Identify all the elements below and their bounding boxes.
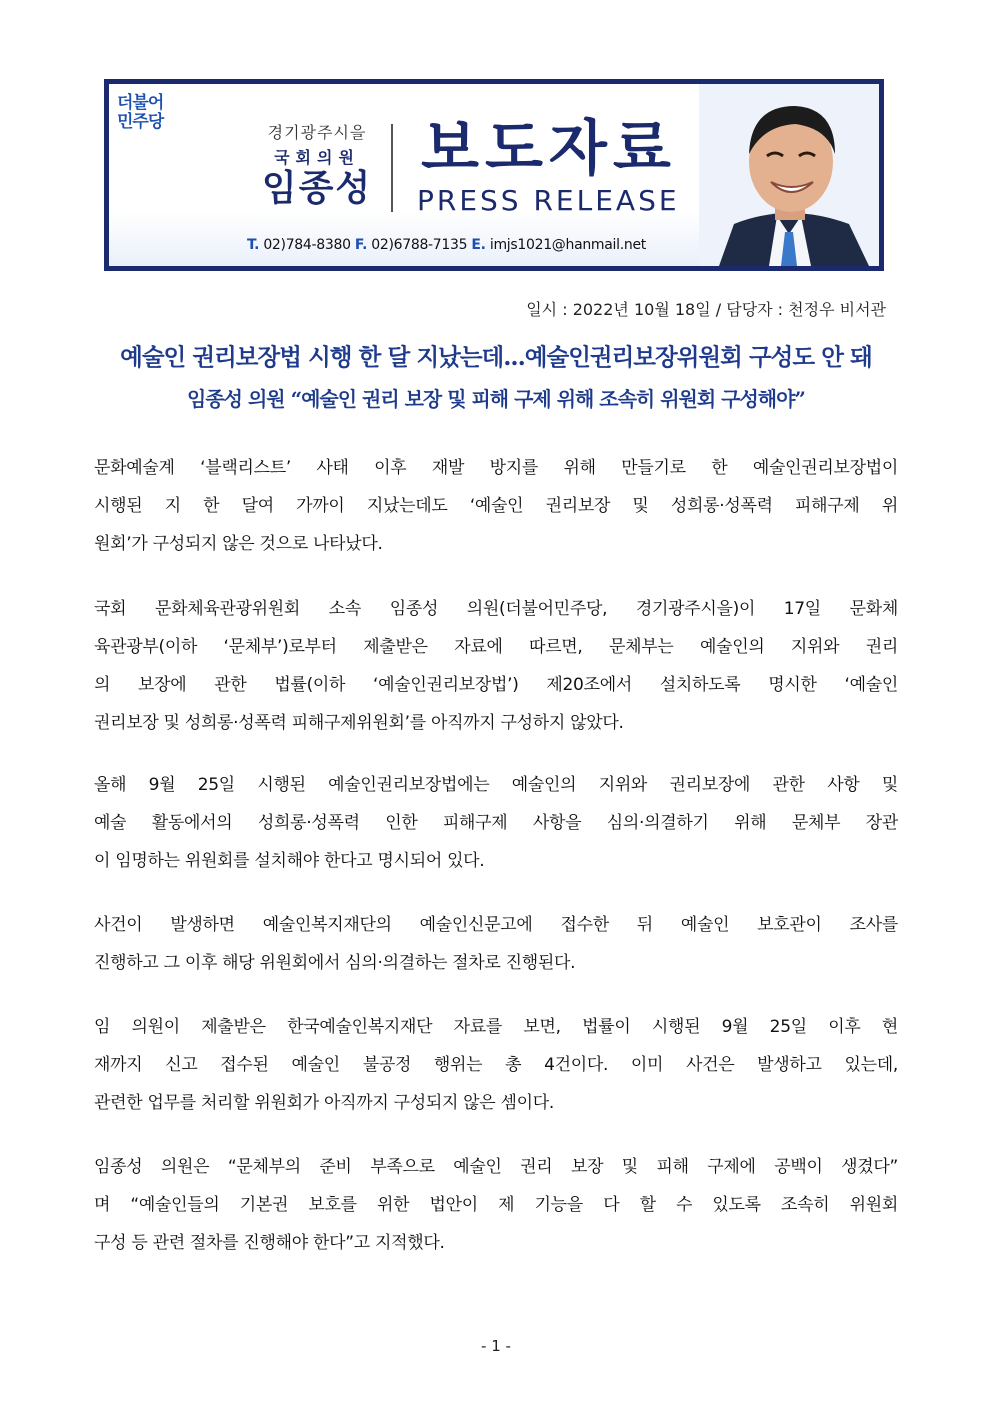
party-logo-line2: 민주당: [117, 112, 164, 132]
paragraph-line: 이 임명하는 위원회를 설치해야 한다고 명시되어 있다.: [94, 851, 485, 871]
subhead: 임종성 의원 “예술인 권리 보장 및 피해 구제 위해 조속히 위원회 구성해야”: [187, 387, 805, 411]
date-line: 일시 : 2022년 10월 18일 / 담당자 : 천정우 비서관: [526, 300, 886, 319]
paragraph-line: 재까지 신고 접수된 예술인 불공정 행위는 총 4건이다. 이미 사건은 발생하고 있는데,: [94, 1055, 898, 1075]
member-name: 임종성: [261, 168, 373, 209]
member-block: [247, 120, 387, 210]
paragraph-line: 구성 등 관련 절차를 진행해야 한다”고 지적했다.: [94, 1233, 445, 1253]
contact-info: [247, 237, 646, 253]
headline: 예술인 권리보장법 시행 한 달 지났는데...예술인권리보장위원회 구성도 안 돼: [120, 343, 872, 371]
paragraph-line: 임 의원이 제출받은 한국예술인복지재단 자료를 보면, 법률이 시행된 9월 25일 이후 현: [94, 1017, 898, 1037]
paragraph-line: 문화예술계 ‘블랙리스트’ 사태 이후 재발 방지를 위해 만들기로 한 예술인권리보장법이: [94, 458, 898, 478]
contact-email: imjs1021@hanmail.net: [489, 237, 646, 253]
paragraph: [94, 590, 898, 742]
paragraph: [94, 766, 898, 880]
paragraph: [94, 1008, 898, 1122]
paragraph-line: 시행된 지 한 달여 가까이 지났는데도 ‘예술인 권리보장 및 성희롱·성폭력 피해구제 위: [94, 496, 898, 516]
paragraph-line: 예술 활동에서의 성희롱·성폭력 인한 피해구제 사항을 심의·의결하기 위해 문체부 장관: [94, 813, 898, 833]
paragraph: [94, 449, 898, 563]
page-number: - 1 -: [481, 1337, 511, 1355]
paragraph-line: 진행하고 그 이후 해당 위원회에서 심의·의결하는 절차로 진행된다.: [94, 953, 576, 973]
paragraph: [94, 1148, 898, 1262]
contact-phone: 02)784-8380: [263, 237, 351, 253]
paragraph-line: 원회’가 구성되지 않은 것으로 나타났다.: [94, 534, 383, 554]
paragraph-line: 육관광부(이하 ‘문체부’)로부터 제출받은 자료에 따르면, 문체부는 예술인의 지위와 권리: [94, 637, 898, 657]
press-release-title-en: PRESS RELEASE: [417, 184, 680, 217]
paragraph-line: 며 “예술인들의 기본권 보호를 위한 법안이 제 기능을 다 할 수 있도록 조속히 위원회: [94, 1195, 898, 1215]
party-logo-line1: 더불어: [117, 93, 164, 113]
press-release-title-ko: 보도자료: [421, 114, 677, 184]
member-district: 경기광주시을: [267, 123, 367, 142]
paragraph-line: 임종성 의원은 “문체부의 준비 부족으로 예술인 권리 보장 및 피해 구제에 공백이 생겼다”: [94, 1157, 898, 1177]
paragraph-line: 올해 9월 25일 시행된 예술인권리보장법에는 예술인의 지위와 권리보장에 관한 사항 및: [94, 775, 898, 795]
portrait-photo-icon: [699, 84, 879, 266]
banner-divider: [391, 124, 393, 212]
contact-phone-label: T.: [247, 237, 260, 253]
party-logo: [117, 94, 163, 132]
paragraph-line: 의 보장에 관한 법률(이하 ‘예술인권리보장법’) 제20조에서 설치하도록 명시한 ‘예술인: [94, 675, 898, 695]
press-release-banner: [104, 79, 884, 271]
member-title: 국회의원: [274, 148, 360, 167]
contact-fax-label: F.: [354, 237, 368, 253]
paragraph-line: 국회 문화체육관광위원회 소속 임종성 의원(더불어민주당, 경기광주시을)이 17일 문화체: [94, 599, 898, 619]
paragraph-line: 사건이 발생하면 예술인복지재단의 예술인신문고에 접수한 뒤 예술인 보호관이 조사를: [94, 915, 898, 935]
contact-fax: 02)6788-7135: [371, 237, 468, 253]
paragraph: [94, 906, 898, 982]
contact-email-label: E.: [471, 237, 486, 253]
paragraph-line: 관련한 업무를 처리할 위원회가 아직까지 구성되지 않은 셈이다.: [94, 1093, 555, 1113]
paragraph-line: 권리보장 및 성희롱·성폭력 피해구제위원회’를 아직까지 구성하지 않았다.: [94, 713, 624, 733]
